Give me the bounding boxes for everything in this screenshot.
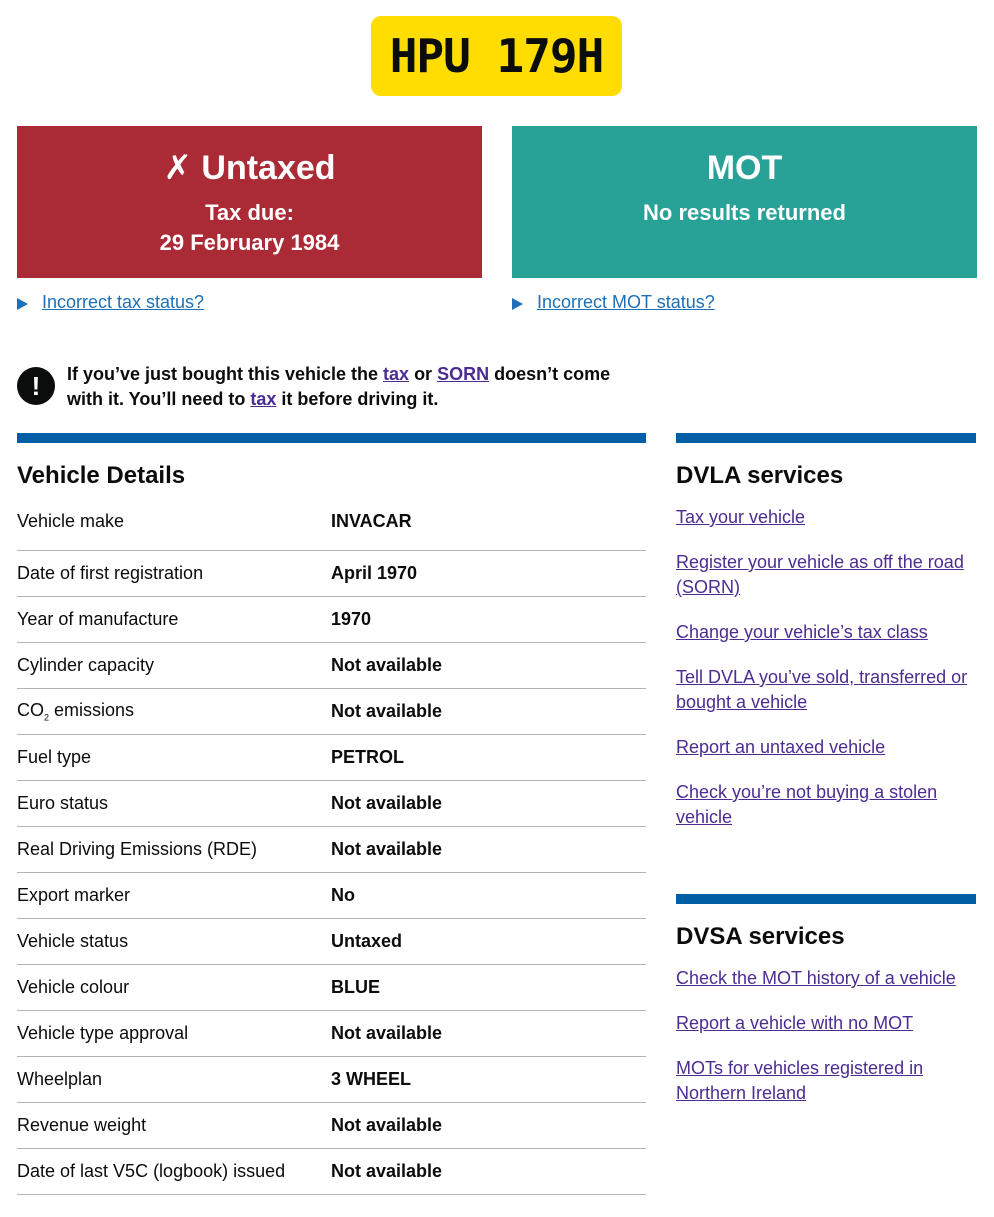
vehicle-detail-label-text: Date of first registration [17, 563, 204, 583]
incorrect-mot-status-toggle[interactable] [512, 292, 715, 313]
vehicle-detail-label [17, 885, 331, 906]
dvla-service-list-item [676, 505, 976, 530]
vehicle-details-heading: Vehicle Details [17, 462, 186, 489]
dvla-service-link[interactable]: Report an untaxed vehicle [676, 737, 886, 757]
vehicle-detail-value: 3 WHEEL [331, 1069, 412, 1089]
warning-text [67, 362, 647, 412]
vehicle-detail-value: Untaxed [331, 931, 403, 951]
dvsa-service-list-item [676, 1056, 976, 1106]
triangle-right-icon [512, 298, 523, 310]
tax-due-date: 29 February 1984 [159, 230, 340, 255]
vehicle-detail-label [17, 1115, 331, 1136]
dvsa-service-list-item [676, 1011, 976, 1036]
tax-link-2[interactable]: tax [250, 389, 277, 409]
dvsa-service-link[interactable]: Report a vehicle with no MOT [676, 1013, 914, 1033]
dvsa-service-link[interactable]: Check the MOT history of a vehicle [676, 968, 956, 988]
triangle-right-icon [17, 298, 28, 310]
vehicle-detail-row [17, 1149, 646, 1195]
dvla-services-heading: DVLA services [676, 462, 844, 489]
vehicle-detail-label-text: Vehicle type approval [17, 1023, 189, 1043]
warning-text-part: doesn’t come with it. You’ll need to [67, 364, 611, 409]
vehicle-detail-label-text: Vehicle make [17, 511, 125, 531]
exclamation-icon: ! [17, 367, 55, 405]
vehicle-detail-row [17, 689, 646, 735]
vehicle-detail-row [17, 919, 646, 965]
vehicle-detail-label [17, 511, 331, 532]
vehicle-detail-label-text: Vehicle status [17, 931, 129, 951]
vehicle-detail-label [17, 977, 331, 998]
vehicle-detail-label-text: Wheelplan [17, 1069, 103, 1089]
dvla-services-section [676, 433, 976, 850]
vehicle-detail-label-text: Cylinder capacity [17, 655, 155, 675]
vehicle-detail-row [17, 551, 646, 597]
vehicle-detail-value: Not available [331, 655, 443, 675]
vehicle-detail-label-text: Export marker [17, 885, 131, 905]
vehicle-detail-label [17, 700, 331, 723]
sorn-link[interactable]: SORN [437, 364, 490, 384]
vehicle-detail-value: No [331, 885, 355, 905]
vehicle-detail-label [17, 747, 331, 768]
vehicle-detail-label-text: Date of last V5C (logbook) issued [17, 1161, 286, 1181]
vehicle-detail-row [17, 597, 646, 643]
vehicle-detail-label-text: Euro status [17, 793, 109, 813]
vehicle-detail-value: Not available [331, 701, 443, 721]
vehicle-detail-row [17, 1103, 646, 1149]
dvla-service-link[interactable]: Change your vehicle’s tax class [676, 622, 928, 642]
vehicle-detail-label-text: Year of manufacture [17, 609, 179, 629]
tax-status-title: ✗ Untaxed [163, 149, 336, 187]
tax-status-panel [17, 126, 482, 278]
dvla-service-link[interactable]: Tell DVLA you’ve sold, transferred or bought a vehicle [676, 667, 968, 712]
vehicle-detail-label-text: Fuel type [17, 747, 92, 767]
vehicle-detail-label-text: Vehicle colour [17, 977, 130, 997]
vehicle-detail-label [17, 839, 331, 860]
dvsa-service-list-item [676, 966, 976, 991]
tax-due-label: Tax due: [205, 200, 294, 225]
registration-plate: HPU 179H [371, 16, 622, 96]
vehicle-detail-row [17, 781, 646, 827]
dvla-service-link[interactable]: Check you’re not buying a stolen vehicle [676, 782, 938, 827]
vehicle-detail-value: BLUE [331, 977, 380, 997]
vehicle-detail-label [17, 1023, 331, 1044]
vehicle-detail-label [17, 609, 331, 630]
mot-status-panel [512, 126, 977, 278]
warning-notice [17, 362, 647, 412]
dvla-service-list-item [676, 735, 976, 760]
vehicle-detail-row [17, 735, 646, 781]
vehicle-detail-value: April 1970 [331, 563, 418, 583]
dvla-service-link[interactable]: Tax your vehicle [676, 507, 806, 527]
vehicle-detail-label-subscript: 2 [44, 712, 50, 723]
vehicle-detail-value: PETROL [331, 747, 405, 767]
mot-status-title: MOT [706, 149, 783, 187]
warning-text-part: it before driving it. [276, 389, 439, 409]
vehicle-detail-label [17, 1161, 331, 1182]
vehicle-detail-row [17, 1011, 646, 1057]
incorrect-mot-status-link[interactable]: Incorrect MOT status? [537, 292, 715, 312]
vehicle-detail-row [17, 511, 646, 551]
vehicle-detail-label [17, 655, 331, 676]
dvsa-service-link[interactable]: MOTs for vehicles registered in Northern Ireland [676, 1058, 924, 1103]
vehicle-detail-row [17, 965, 646, 1011]
vehicle-detail-label [17, 793, 331, 814]
vehicle-detail-label [17, 931, 331, 952]
dvsa-services-heading: DVSA services [676, 923, 845, 950]
warning-text-part: or [409, 364, 438, 384]
vehicle-detail-label-text: emissions [49, 700, 135, 721]
dvsa-services-section [676, 894, 976, 1126]
dvla-service-list-item [676, 665, 976, 715]
vehicle-detail-value: Not available [331, 793, 443, 813]
tax-link[interactable]: tax [383, 364, 410, 384]
dvla-service-list-item [676, 550, 976, 600]
dvsa-services-list [676, 966, 976, 1106]
vehicle-detail-row [17, 643, 646, 689]
vehicle-detail-value: 1970 [331, 609, 372, 629]
incorrect-tax-status-link[interactable]: Incorrect tax status? [42, 292, 205, 312]
vehicle-detail-row [17, 1057, 646, 1103]
vehicle-detail-value: Not available [331, 1115, 443, 1135]
incorrect-tax-status-toggle[interactable] [17, 292, 204, 313]
vehicle-details-section [17, 433, 646, 1195]
vehicle-detail-value: Not available [331, 839, 443, 859]
vehicle-detail-label [17, 563, 331, 584]
dvla-service-link[interactable]: Register your vehicle as off the road (SORN) [676, 552, 964, 597]
vehicle-detail-value: INVACAR [331, 511, 412, 531]
vehicle-detail-label [17, 1069, 331, 1090]
dvla-service-list-item [676, 780, 976, 830]
vehicle-detail-label-text: CO [17, 700, 44, 721]
vehicle-detail-label-text: Revenue weight [17, 1115, 147, 1135]
vehicle-detail-value: Not available [331, 1023, 443, 1043]
vehicle-detail-row [17, 827, 646, 873]
dvla-services-list [676, 505, 976, 830]
dvla-service-list-item [676, 620, 976, 645]
warning-text-part: If you’ve just bought this vehicle the [67, 364, 384, 384]
vehicle-details-list [17, 511, 646, 1195]
vehicle-detail-label-text: Real Driving Emissions (RDE) [17, 839, 258, 859]
vehicle-detail-row [17, 873, 646, 919]
vehicle-detail-value: Not available [331, 1161, 443, 1181]
mot-status-subtitle: No results returned [643, 200, 846, 225]
